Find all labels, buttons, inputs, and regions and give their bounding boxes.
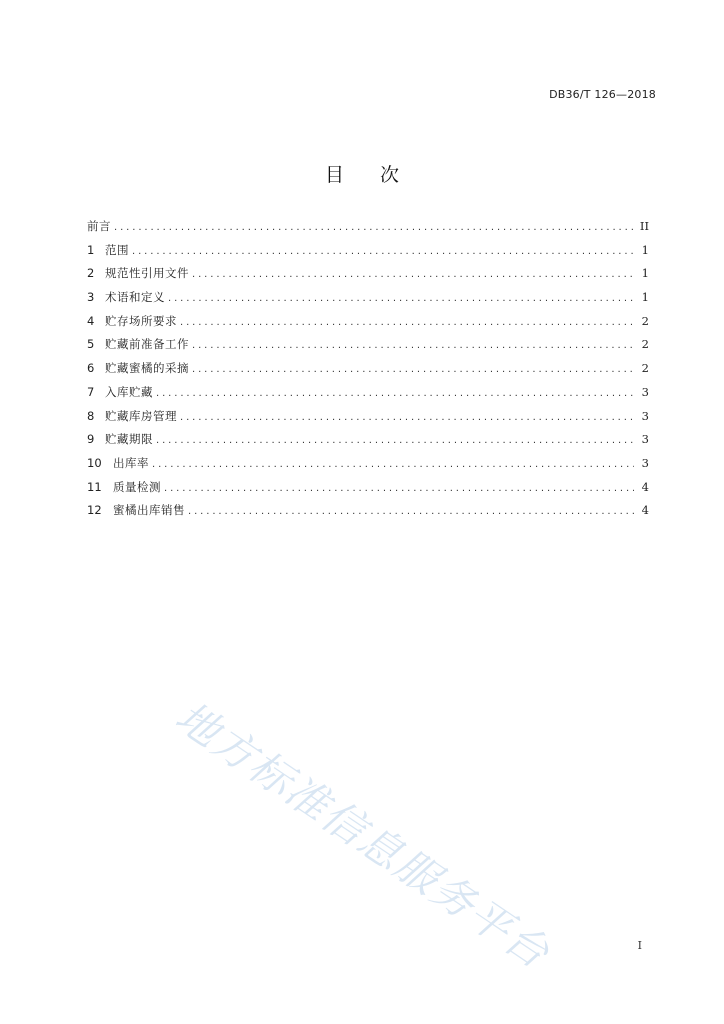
toc-leader-dots bbox=[156, 388, 634, 399]
standard-code: DB36/T 126—2018 bbox=[549, 88, 656, 101]
toc-entry-number: 5 bbox=[87, 337, 95, 352]
toc-leader-dots bbox=[156, 435, 634, 446]
toc-entry-number: 6 bbox=[87, 361, 95, 376]
toc-entry-1[interactable] bbox=[87, 242, 649, 266]
toc-entry-label: 范围 bbox=[105, 242, 129, 257]
toc-entry-page: 4 bbox=[641, 479, 649, 494]
toc-entry-number: 11 bbox=[87, 479, 102, 494]
watermark-text: 地方标准信息服务平台 bbox=[166, 691, 560, 979]
toc-leader-dots bbox=[114, 222, 634, 233]
toc-entry-8[interactable] bbox=[87, 408, 649, 432]
toc-entry-page: 2 bbox=[641, 337, 649, 352]
toc-entry-6[interactable] bbox=[87, 360, 649, 384]
toc-entry-label: 规范性引用文件 bbox=[105, 266, 189, 281]
toc-entry-3[interactable] bbox=[87, 289, 649, 313]
toc-entry-11[interactable] bbox=[87, 479, 649, 503]
toc-leader-dots bbox=[192, 364, 634, 375]
toc-entry-label: 质量检测 bbox=[113, 479, 161, 494]
toc-entry-number: 1 bbox=[87, 242, 95, 257]
toc-entry-number: 4 bbox=[87, 313, 95, 328]
toc-leader-dots bbox=[132, 246, 634, 257]
toc-title-char-2: 次 bbox=[380, 164, 400, 186]
toc-entry-number: 9 bbox=[87, 432, 95, 447]
toc-entry-label: 前言 bbox=[87, 219, 111, 233]
toc-entry-7[interactable] bbox=[87, 384, 649, 408]
toc-entry-label: 贮藏蜜橘的采摘 bbox=[105, 361, 189, 376]
toc-entry-page: 3 bbox=[641, 384, 649, 399]
toc-leader-dots bbox=[192, 269, 634, 280]
toc-entry-label: 贮存场所要求 bbox=[105, 313, 177, 328]
toc-title bbox=[0, 160, 724, 187]
toc-entry-label: 贮藏前准备工作 bbox=[105, 337, 189, 352]
toc-entry-label: 贮藏期限 bbox=[105, 432, 153, 447]
toc-entry-2[interactable] bbox=[87, 265, 649, 289]
toc-entry-number: 8 bbox=[87, 408, 95, 423]
toc-entry-number: 10 bbox=[87, 455, 102, 470]
toc-entry-number: 3 bbox=[87, 290, 95, 305]
toc-entry-page: 3 bbox=[641, 455, 649, 470]
toc-entry-page: 1 bbox=[641, 266, 649, 281]
toc-entry-page: 1 bbox=[641, 242, 649, 257]
toc-leader-dots bbox=[180, 317, 634, 328]
toc-entry-page: II bbox=[639, 219, 649, 233]
table-of-contents bbox=[87, 218, 649, 526]
toc-entry-label: 出库率 bbox=[113, 455, 149, 470]
toc-leader-dots bbox=[168, 293, 634, 304]
toc-entry-4[interactable] bbox=[87, 313, 649, 337]
toc-entry-label: 蜜橘出库销售 bbox=[113, 503, 185, 518]
toc-entry-label: 术语和定义 bbox=[105, 290, 165, 305]
toc-leader-dots bbox=[164, 483, 634, 494]
toc-entry-number: 2 bbox=[87, 266, 95, 281]
toc-entry-label: 贮藏库房管理 bbox=[105, 408, 177, 423]
toc-entry-page: 4 bbox=[641, 503, 649, 518]
toc-entry-page: 2 bbox=[641, 313, 649, 328]
toc-entry-9[interactable] bbox=[87, 431, 649, 455]
toc-entry-5[interactable] bbox=[87, 336, 649, 360]
toc-entry-number: 7 bbox=[87, 384, 95, 399]
toc-leader-dots bbox=[152, 459, 634, 470]
toc-entry-12[interactable] bbox=[87, 502, 649, 526]
toc-title-char-1: 目 bbox=[324, 164, 344, 186]
toc-entry-page: 3 bbox=[641, 408, 649, 423]
toc-entry-foreword[interactable] bbox=[87, 218, 649, 242]
page-number: I bbox=[637, 939, 642, 952]
toc-leader-dots bbox=[188, 506, 634, 517]
toc-entry-number: 12 bbox=[87, 503, 102, 518]
toc-entry-page: 1 bbox=[641, 290, 649, 305]
toc-leader-dots bbox=[192, 340, 634, 351]
toc-entry-page: 3 bbox=[641, 432, 649, 447]
toc-entry-10[interactable] bbox=[87, 455, 649, 479]
toc-entry-page: 2 bbox=[641, 361, 649, 376]
toc-leader-dots bbox=[180, 412, 634, 423]
toc-entry-label: 入库贮藏 bbox=[105, 384, 153, 399]
